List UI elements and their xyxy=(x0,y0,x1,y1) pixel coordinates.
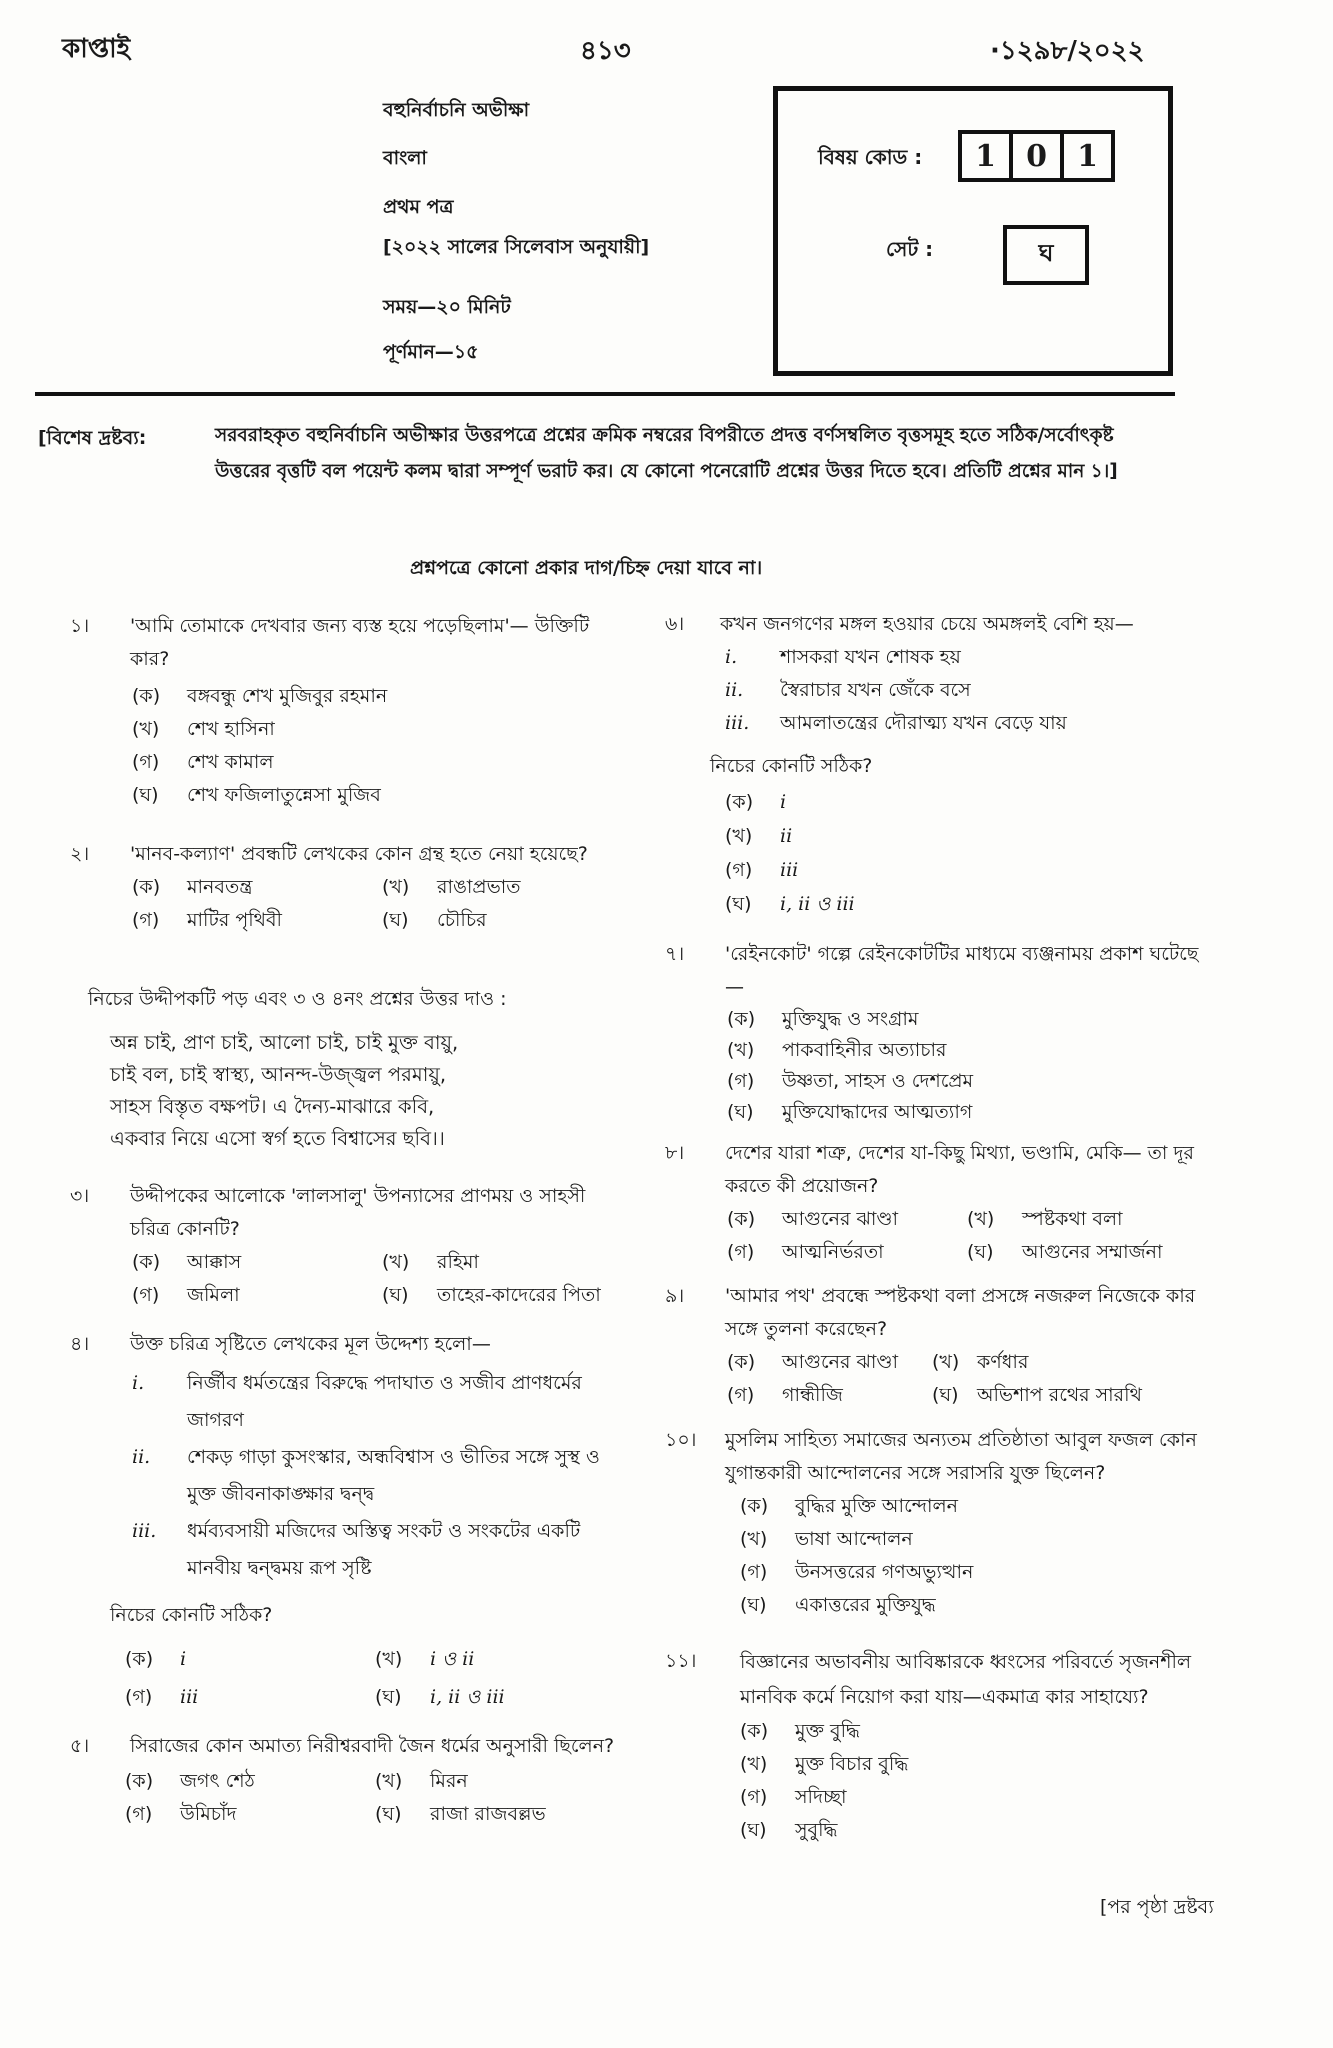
option-text: জগৎ শেঠ xyxy=(180,1770,255,1792)
option-ka[interactable] xyxy=(727,1004,1210,1035)
statement-ii xyxy=(132,1439,630,1513)
question-text: বিজ্ঞানের অভাবনীয় আবিষ্কারকে ধ্বংসের পরিবর্তে সৃজনশীল মানবিক কর্মে নিয়োগ করা যায়—একমাত্র কার সাহায্যে? xyxy=(740,1651,1192,1708)
statement-text: আমলাতন্ত্রের দৌরাত্ম্য যখন বেড়ে যায় xyxy=(780,712,1067,734)
option-gha[interactable] xyxy=(740,1814,1210,1847)
option-ka[interactable] xyxy=(132,871,382,904)
option-text: ii xyxy=(780,825,793,847)
option-label: (গ) xyxy=(132,1284,160,1306)
option-label: (ক) xyxy=(727,1008,756,1030)
option-ga[interactable] xyxy=(132,746,630,779)
option-ga[interactable] xyxy=(740,1556,1210,1589)
option-label: (ক) xyxy=(740,1495,769,1517)
option-text: i ও ii xyxy=(430,1648,475,1670)
option-label: (খ) xyxy=(375,1648,403,1670)
exam-syllabus: [২০২২ সালের সিলেবাস অনুযায়ী] xyxy=(383,236,650,258)
option-label: (ঘ) xyxy=(725,893,752,915)
option-ka[interactable] xyxy=(727,1346,932,1379)
option-text: i xyxy=(180,1648,187,1670)
statement-text: নির্জীব ধর্মতন্ত্রের বিরুদ্ধে পদাঘাত ও সজীব প্রাণধর্মের জাগরণ xyxy=(187,1372,582,1431)
option-text: বুদ্ধির মুক্তি আন্দোলন xyxy=(795,1495,958,1517)
option-text: মুক্ত বিচার বুদ্ধি xyxy=(795,1753,909,1775)
option-ga[interactable] xyxy=(727,1066,1210,1097)
option-gha[interactable] xyxy=(382,904,632,937)
option-text: একাত্তরের মুক্তিযুদ্ধ xyxy=(795,1594,936,1616)
option-gha[interactable] xyxy=(725,887,1205,921)
question-text: উক্ত চরিত্র সৃষ্টিতে লেখকের মূল উদ্দেশ্য হলো— xyxy=(130,1333,491,1355)
option-text: শেখ হাসিনা xyxy=(187,718,275,740)
option-label: (ক) xyxy=(727,1351,756,1373)
special-note-body: সরবরাহকৃত বহুনির্বাচনি অভীক্ষার উত্তরপত্রে প্রশ্নের ক্রমিক নম্বরের বিপরীতে প্রদত্ত বর্ণসম্বলিত বৃত্তসমূহ হতে সঠিক/সর্বোৎকৃষ্ট উত্তরের বৃত্তটি বল পয়েন্ট কলম দ্বারা সম্পূর্ণ ভরাট কর। যে কোনো পনেরোটি প্রশ্নের উত্তর দিতে হবে। প্রতিটি প্রশ্নের মান ১।] xyxy=(215,425,1118,482)
question-number: ৯। xyxy=(665,1285,685,1307)
option-text: আত্মনির্ভরতা xyxy=(782,1241,884,1263)
statement-text: স্বৈরাচার যখন জেঁকে বসে xyxy=(780,679,971,701)
option-label: (ঘ) xyxy=(740,1594,767,1616)
statement-numeral: iii. xyxy=(725,712,750,734)
question-number: ১। xyxy=(70,615,90,637)
question-number: ৭। xyxy=(665,943,685,965)
option-label: (গ) xyxy=(125,1686,153,1708)
option-text: জমিলা xyxy=(187,1284,240,1306)
option-text: আক্কাস xyxy=(187,1251,242,1273)
option-text: উমিচাঁদ xyxy=(180,1803,237,1825)
option-text: ভাষা আন্দোলন xyxy=(795,1528,913,1550)
option-text: আগুনের সম্মার্জনা xyxy=(1022,1241,1163,1263)
poem-line: চাই বল, চাই স্বাস্থ্য, আনন্দ-উজ্জ্বল পরমায়ু, xyxy=(110,1063,447,1086)
question-text: 'রেইনকোট' গল্পে রেইনকোটটির মাধ্যমে ব্যঞ্জনাময় প্রকাশ ঘটেছে— xyxy=(725,943,1199,998)
option-label: (ঘ) xyxy=(382,909,409,931)
question-number: ৪। xyxy=(70,1333,90,1355)
question-text: উদ্দীপকের আলোকে 'লালসালু' উপন্যাসের প্রাণময় ও সাহসী চরিত্র কোনটি? xyxy=(130,1185,586,1240)
poem-line: একবার নিয়ে এসো স্বর্গ হতে বিশ্বাসের ছবি।। xyxy=(110,1127,445,1150)
option-ga[interactable] xyxy=(727,1379,932,1412)
question-10 xyxy=(665,1424,1210,1622)
option-text: মানবতন্ত্র xyxy=(187,876,253,898)
option-label: (খ) xyxy=(375,1770,403,1792)
option-label: (গ) xyxy=(740,1786,768,1808)
option-label: (গ) xyxy=(132,909,160,931)
option-kha[interactable] xyxy=(727,1035,1210,1066)
subject-code-digit-3: 1 xyxy=(1060,130,1115,182)
option-kha[interactable] xyxy=(740,1523,1210,1556)
prompt-which-correct: নিচের কোনটি সঠিক? xyxy=(710,755,873,777)
question-2 xyxy=(70,838,630,937)
option-gha[interactable] xyxy=(740,1589,1210,1622)
option-ka[interactable] xyxy=(125,1765,375,1798)
question-8 xyxy=(665,1137,1210,1269)
exam-type: বহুনির্বাচনি অভীক্ষা xyxy=(383,99,530,121)
stimulus-intro: নিচের উদ্দীপকটি পড় এবং ৩ ও ৪নং প্রশ্নের উত্তর দাও : xyxy=(88,988,507,1010)
option-kha[interactable] xyxy=(375,1640,625,1678)
question-text: 'আমার পথ' প্রবন্ধে স্পষ্টকথা বলা প্রসঙ্গে নজরুল নিজেকে কার সঙ্গে তুলনা করেছেন? xyxy=(725,1285,1196,1340)
exam-time: সময়—২০ মিনিট xyxy=(383,296,511,318)
statement-numeral: ii. xyxy=(132,1446,151,1468)
option-text: উনসত্তরের গণঅভ্যুত্থান xyxy=(795,1561,974,1583)
option-ka[interactable] xyxy=(132,1246,382,1279)
statement-numeral: i. xyxy=(725,646,738,668)
prompt-which-correct: নিচের কোনটি সঠিক? xyxy=(110,1604,273,1626)
poem-line: অন্ন চাই, প্রাণ চাই, আলো চাই, চাই মুক্ত বায়ু, xyxy=(110,1031,459,1054)
option-ka[interactable] xyxy=(125,1640,375,1678)
statement-i xyxy=(725,641,1205,674)
option-label: (গ) xyxy=(740,1561,768,1583)
option-gha[interactable] xyxy=(375,1798,625,1831)
question-11 xyxy=(665,1645,1210,1847)
option-label: (ঘ) xyxy=(382,1284,409,1306)
exam-paper: প্রথম পত্র xyxy=(383,196,454,218)
option-text: মিরন xyxy=(430,1770,468,1792)
question-4 xyxy=(70,1328,630,1716)
option-text: রাঙাপ্রভাত xyxy=(437,876,521,898)
option-label: (খ) xyxy=(382,876,410,898)
question-number: ৩। xyxy=(70,1185,90,1207)
option-label: (ঘ) xyxy=(132,784,159,806)
option-text: স্পষ্টকথা বলা xyxy=(1022,1208,1123,1230)
question-number: ১১। xyxy=(665,1650,697,1672)
option-gha[interactable] xyxy=(132,779,630,812)
option-gha[interactable] xyxy=(375,1678,625,1716)
option-label: (ঘ) xyxy=(740,1819,767,1841)
subject-code-digit-1: 1 xyxy=(958,130,1013,182)
option-text: i, ii ও iii xyxy=(780,893,855,915)
option-text: মাটির পৃথিবী xyxy=(187,909,282,931)
question-6 xyxy=(665,608,1205,921)
option-label: (খ) xyxy=(727,1039,755,1061)
exam-full-marks: পূর্ণমান—১৫ xyxy=(383,341,479,363)
question-text: 'মানব-কল্যাণ' প্রবন্ধটি লেখকের কোন গ্রন্থ হতে নেয়া হয়েছে? xyxy=(130,843,588,865)
option-ga[interactable] xyxy=(125,1798,375,1831)
option-text: শেখ ফজিলাতুন্নেসা মুজিব xyxy=(187,784,381,806)
statement-i xyxy=(132,1365,630,1439)
option-label: (ক) xyxy=(125,1770,154,1792)
option-ga[interactable] xyxy=(132,1279,382,1312)
header-divider xyxy=(35,392,1175,396)
option-ka[interactable] xyxy=(740,1490,1210,1523)
option-text: অভিশাপ রথের সারথি xyxy=(977,1384,1142,1406)
page-code: ৪১৩ xyxy=(580,36,631,66)
question-7 xyxy=(665,938,1210,1128)
question-number: ৬। xyxy=(665,613,685,635)
option-ga[interactable] xyxy=(125,1678,375,1716)
option-text: সদিচ্ছা xyxy=(795,1786,847,1808)
statement-text: শাসকরা যখন শোষক হয় xyxy=(780,646,961,668)
question-text: মুসলিম সাহিত্য সমাজের অন্যতম প্রতিষ্ঠাতা আবুল ফজল কোন যুগান্তকারী আন্দোলনের সঙ্গে সরাসরি যুক্ত ছিলেন? xyxy=(725,1429,1197,1484)
statement-numeral: i. xyxy=(132,1372,145,1394)
option-label: (খ) xyxy=(382,1251,410,1273)
option-kha[interactable] xyxy=(725,819,1205,853)
option-gha[interactable] xyxy=(932,1379,1182,1412)
statement-ii xyxy=(725,674,1205,707)
question-number: ১০। xyxy=(665,1429,697,1451)
option-ka[interactable] xyxy=(727,1203,967,1236)
subject-code-label: বিষয় কোড : xyxy=(818,145,923,169)
option-label: (খ) xyxy=(740,1528,768,1550)
option-kha[interactable] xyxy=(740,1748,1210,1781)
question-text: 'আমি তোমাকে দেখবার জন্য ব্যস্ত হয়ে পড়েছিলাম'— উক্তিটি কার? xyxy=(130,615,590,670)
option-text: বঙ্গবন্ধু শেখ মুজিবুর রহমান xyxy=(187,685,388,707)
set-label: সেট : xyxy=(886,237,934,261)
option-text: i xyxy=(780,791,787,813)
option-text: পাকবাহিনীর অত্যাচার xyxy=(782,1039,947,1061)
option-label: (ক) xyxy=(125,1648,154,1670)
option-text: মুক্ত বুদ্ধি xyxy=(795,1720,860,1742)
statement-iii xyxy=(725,707,1205,740)
option-label: (গ) xyxy=(725,859,753,881)
question-number: ২। xyxy=(70,843,90,865)
option-text: উষ্ণতা, সাহস ও দেশপ্রেম xyxy=(782,1070,974,1092)
option-text: চৌচির xyxy=(437,909,487,931)
option-ga[interactable] xyxy=(727,1236,967,1269)
question-text: কখন জনগণের মঙ্গল হওয়ার চেয়ে অমঙ্গলই বেশি হয়— xyxy=(720,613,1134,635)
option-kha[interactable] xyxy=(132,713,630,746)
set-value-box: ঘ xyxy=(1003,225,1089,285)
option-text: মুক্তিযুদ্ধ ও সংগ্রাম xyxy=(782,1008,919,1030)
option-text: শেখ কামাল xyxy=(187,751,274,773)
option-label: (খ) xyxy=(132,718,160,740)
option-label: (ক) xyxy=(132,876,161,898)
option-text: iii xyxy=(780,859,799,881)
option-gha[interactable] xyxy=(967,1236,1217,1269)
question-number: ৫। xyxy=(70,1735,90,1757)
option-kha[interactable] xyxy=(382,1246,632,1279)
option-text: আগুনের ঝাণ্ডা xyxy=(782,1208,898,1230)
option-label: (ক) xyxy=(727,1208,756,1230)
option-label: (ঘ) xyxy=(727,1101,754,1123)
option-label: (ঘ) xyxy=(967,1241,994,1263)
reference-number: ·১২৯৮/২০২২ xyxy=(990,36,1145,66)
statement-iii xyxy=(132,1513,630,1587)
statement-text: শেকড় গাড়া কুসংস্কার, অন্ধবিশ্বাস ও ভীতির সঙ্গে সুস্থ ও মুক্ত জীবনাকাঙ্ক্ষার দ্বন্দ্ব xyxy=(187,1446,600,1505)
option-label: (ক) xyxy=(132,685,161,707)
question-text: দেশের যারা শত্রু, দেশের যা-কিছু মিথ্যা, ভণ্ডামি, মেকি— তা দূর করতে কী প্রয়োজন? xyxy=(725,1142,1194,1197)
option-label: (ক) xyxy=(132,1251,161,1273)
option-ka[interactable] xyxy=(740,1715,1210,1748)
option-text: কর্ণধার xyxy=(977,1351,1029,1373)
option-label: (খ) xyxy=(932,1351,960,1373)
option-ga[interactable] xyxy=(132,904,382,937)
question-text: সিরাজের কোন অমাত্য নিরীশ্বরবাদী জৈন ধর্মের অনুসারী ছিলেন? xyxy=(130,1735,615,1757)
question-1 xyxy=(70,610,630,812)
option-label: (ঘ) xyxy=(375,1686,402,1708)
option-text: গান্ধীজি xyxy=(782,1384,843,1406)
option-gha[interactable] xyxy=(382,1279,632,1312)
special-note-label: [বিশেষ দ্রষ্টব্য: xyxy=(38,427,147,449)
question-9 xyxy=(665,1280,1210,1412)
subject-code-digit-2: 0 xyxy=(1009,130,1064,182)
option-text: রহিমা xyxy=(437,1251,479,1273)
poem-line: সাহস বিস্তৃত বক্ষপট। এ দৈন্য-মাঝারে কবি, xyxy=(110,1095,435,1118)
option-label: (গ) xyxy=(727,1384,755,1406)
option-text: সুবুদ্ধি xyxy=(795,1819,838,1841)
option-label: (ঘ) xyxy=(375,1803,402,1825)
option-text: i, ii ও iii xyxy=(430,1686,505,1708)
question-number: ৮। xyxy=(665,1142,685,1164)
exam-subject: বাংলা xyxy=(383,147,427,169)
question-5 xyxy=(70,1730,630,1831)
statement-numeral: ii. xyxy=(725,679,744,701)
option-label: (গ) xyxy=(132,751,160,773)
option-text: মুক্তিযোদ্ধাদের আত্মত্যাগ xyxy=(782,1101,973,1123)
option-text: আগুনের ঝাণ্ডা xyxy=(782,1351,898,1373)
option-kha[interactable] xyxy=(375,1765,625,1798)
option-label: (খ) xyxy=(740,1753,768,1775)
option-kha[interactable] xyxy=(967,1203,1217,1236)
option-text: তাহের-কাদেরের পিতা xyxy=(437,1284,601,1306)
option-kha[interactable] xyxy=(932,1346,1182,1379)
option-ga[interactable] xyxy=(740,1781,1210,1814)
option-label: (খ) xyxy=(725,825,753,847)
option-text: রাজা রাজবল্লভ xyxy=(430,1803,546,1825)
stimulus-poem xyxy=(110,1027,458,1155)
option-gha[interactable] xyxy=(727,1097,1210,1128)
option-ka[interactable] xyxy=(132,680,630,713)
option-label: (গ) xyxy=(125,1803,153,1825)
option-ka[interactable] xyxy=(725,785,1205,819)
option-label: (গ) xyxy=(727,1241,755,1263)
option-label: (ক) xyxy=(740,1720,769,1742)
continue-next-page-note: [পর পৃষ্ঠা দ্রষ্টব্য xyxy=(1100,1896,1214,1918)
statement-text: ধর্মব্যবসায়ী মজিদের অস্তিত্ব সংকট ও সংকটের একটি মানবীয় দ্বন্দ্বময় রূপ সৃষ্টি xyxy=(187,1520,581,1579)
no-marks-warning: প্রশ্নপত্রে কোনো প্রকার দাগ/চিহ্ন দেয়া যাবে না। xyxy=(410,557,763,579)
option-text: iii xyxy=(180,1686,199,1708)
option-ga[interactable] xyxy=(725,853,1205,887)
option-label: (গ) xyxy=(727,1070,755,1092)
option-label: (ঘ) xyxy=(932,1384,959,1406)
option-label: (ক) xyxy=(725,791,754,813)
option-kha[interactable] xyxy=(382,871,632,904)
board-name: কাপ্তাই xyxy=(62,34,131,64)
statement-numeral: iii. xyxy=(132,1520,157,1542)
option-label: (খ) xyxy=(967,1208,995,1230)
question-3 xyxy=(70,1180,630,1312)
